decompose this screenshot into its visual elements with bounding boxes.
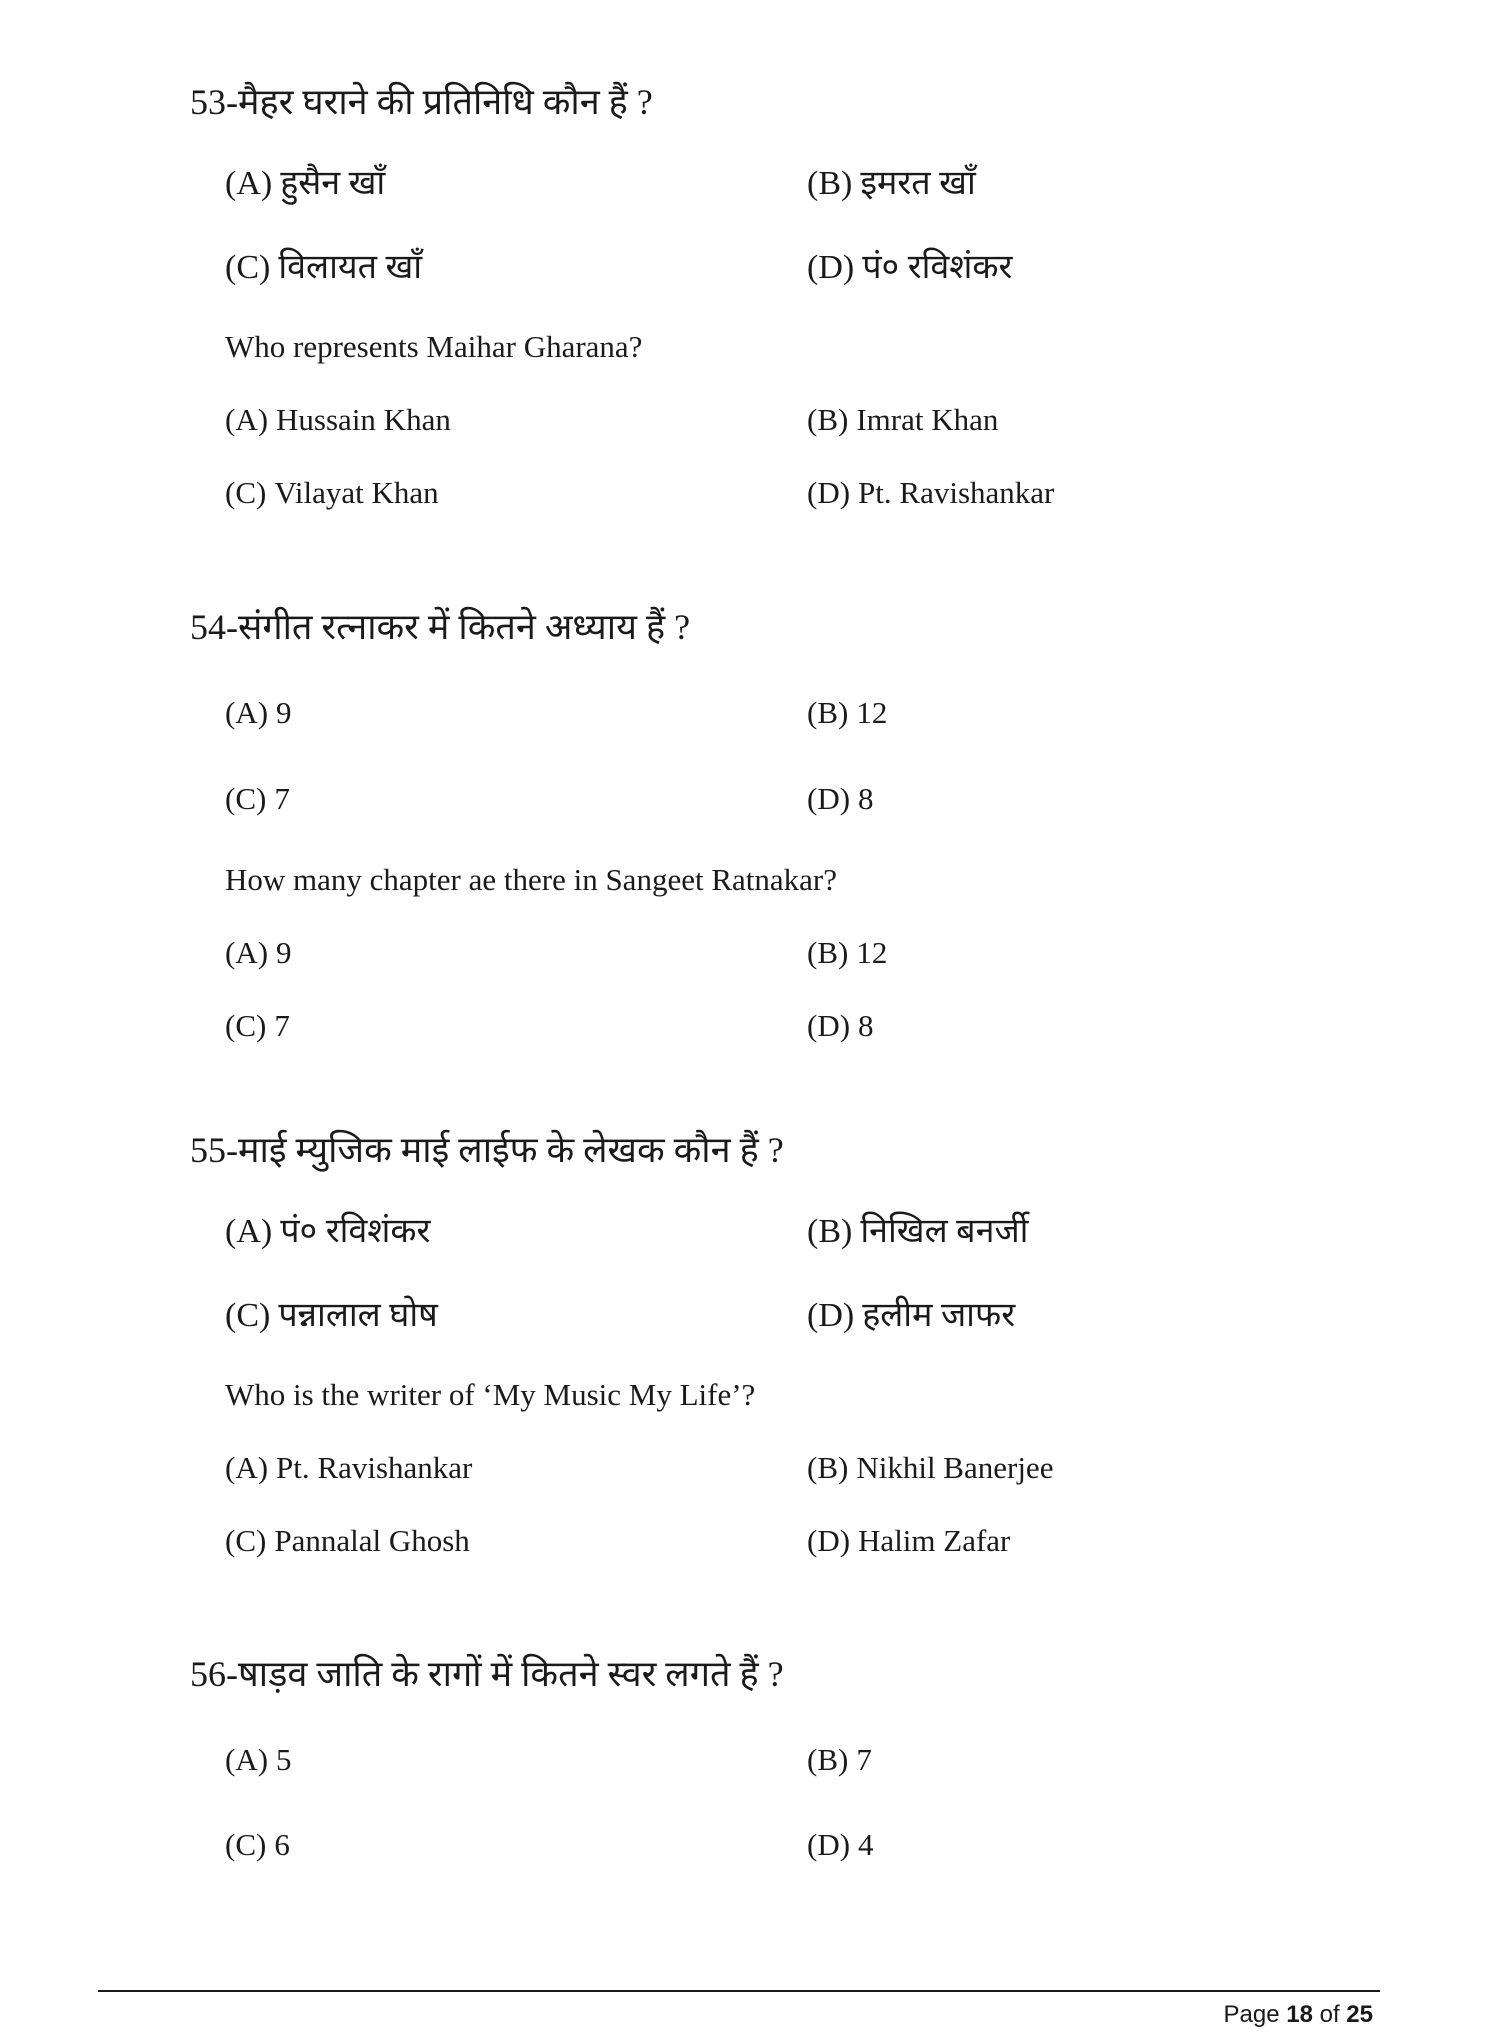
option-c: (C) विलायत खाँ [225,249,423,286]
option-c: (C) पन्नालाल घोष [225,1297,438,1334]
option-a: (A) Hussain Khan [225,402,451,437]
option-row [190,1448,1340,1488]
question-hindi-text: 55-माई म्युजिक माई लाईफ के लेखक कौन हैं ? [190,1130,784,1170]
question-56 [190,1652,1340,1865]
question-hindi-text: 56-षाड़व जाति के रागों में कितने स्वर लगते हैं ? [190,1654,784,1694]
option-d: (D) पं० रविशंकर [807,249,1013,286]
option-a: (A) Pt. Ravishankar [225,1450,473,1485]
question-53 [190,80,1340,513]
option-c: (C) Vilayat Khan [225,475,439,510]
question-english-text: How many chapter ae there in Sangeet Ratnakar? [225,862,837,897]
question-hindi-text: 53-मैहर घराने की प्रतिनिधि कौन हैं ? [190,82,653,122]
option-d: (D) 4 [807,1827,874,1862]
option-b: (B) निखिल बनर्जी [807,1213,1029,1250]
current-page: 18 [1286,2001,1313,2028]
option-b: (B) इमरत खाँ [807,165,976,202]
option-row [190,1521,1340,1561]
option-row [190,164,1340,204]
option-row [190,693,1340,733]
option-a: (A) 9 [225,695,292,730]
option-b: (B) Nikhil Banerjee [807,1450,1054,1485]
option-row [190,400,1340,440]
option-d: (D) हलीम जाफर [807,1297,1016,1334]
question-55 [190,1128,1340,1561]
option-row [190,473,1340,513]
option-row [190,1212,1340,1252]
question-hindi-text: 54-संगीत रत्नाकर में कितने अध्याय हैं ? [190,607,691,647]
option-d: (D) Halim Zafar [807,1523,1011,1558]
option-d: (D) 8 [807,781,874,816]
option-row [190,248,1340,288]
footer-divider [98,1990,1380,1992]
option-row [190,779,1340,819]
total-pages: 25 [1346,2001,1373,2028]
option-b: (B) 12 [807,695,888,730]
option-a: (A) 5 [225,1742,292,1777]
option-a: (A) 9 [225,935,292,970]
option-c: (C) Pannalal Ghosh [225,1523,470,1558]
question-english-text: Who is the writer of ‘My Music My Life’? [225,1377,756,1412]
option-b: (B) 7 [807,1742,872,1777]
option-row [190,1825,1340,1865]
option-row [190,1006,1340,1046]
option-c: (C) 7 [225,781,290,816]
option-c: (C) 6 [225,1827,290,1862]
option-row [190,1296,1340,1336]
option-b: (B) 12 [807,935,888,970]
option-c: (C) 7 [225,1008,290,1043]
option-a: (A) पं० रविशंकर [225,1213,431,1250]
option-d: (D) 8 [807,1008,874,1043]
page-prefix: Page [1223,2001,1280,2028]
option-d: (D) Pt. Ravishankar [807,475,1055,510]
question-english-text: Who represents Maihar Gharana? [225,329,643,364]
question-54 [190,605,1340,1046]
option-row [190,1740,1340,1780]
option-b: (B) Imrat Khan [807,402,999,437]
page-number [1224,2000,1374,2030]
option-row [190,933,1340,973]
page-of: of [1319,2001,1340,2028]
option-a: (A) हुसैन खाँ [225,165,386,202]
